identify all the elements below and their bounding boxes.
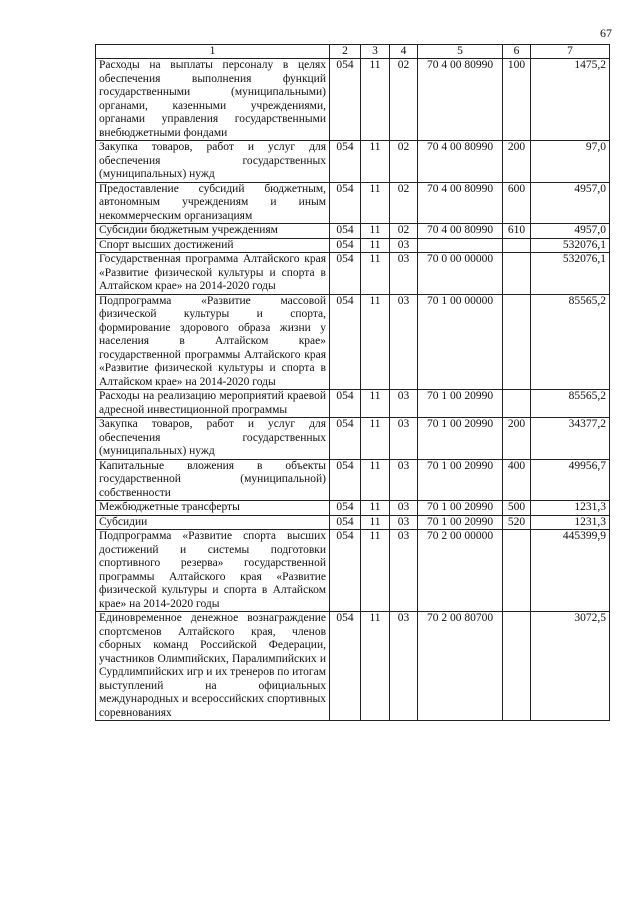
target-article-cell: 70 0 00 00000 (418, 253, 503, 295)
section-code-cell: 11 (361, 238, 390, 253)
item-name-cell: Расходы на выплаты персоналу в целях обеспечения выполнения функций государственными (муниципальными) органами, казенными учреждениями, органами управления государственными внебюджетными фондами (96, 59, 330, 141)
item-name-cell: Субсидии бюджетным учреждениям (96, 224, 330, 239)
expense-type-cell: 200 (503, 418, 531, 460)
table-row (96, 238, 610, 253)
table-row (96, 182, 610, 224)
item-name-cell: Подпрограмма «Развитие спорта высших достижений и системы подготовки спортивного резерва» государственной программы Алтайского края «Развитие физической культуры и спорта в Алтайском крае» на 2014-2020 годы (96, 530, 330, 612)
section-code-cell: 11 (361, 59, 390, 141)
header-cell: 5 (418, 45, 503, 59)
section-code-cell: 11 (361, 459, 390, 501)
expense-type-cell: 400 (503, 459, 531, 501)
table-row (96, 390, 610, 418)
ministry-code-cell: 054 (330, 390, 361, 418)
expense-type-cell (503, 390, 531, 418)
item-name-cell: Закупка товаров, работ и услуг для обеспечения государственных (муниципальных) нужд (96, 141, 330, 183)
subsection-code-cell: 03 (390, 515, 418, 530)
subsection-code-cell: 02 (390, 224, 418, 239)
target-article-cell: 70 1 00 20990 (418, 515, 503, 530)
expense-type-cell: 600 (503, 182, 531, 224)
section-code-cell: 11 (361, 515, 390, 530)
subsection-code-cell: 03 (390, 390, 418, 418)
section-code-cell: 11 (361, 141, 390, 183)
target-article-cell: 70 1 00 00000 (418, 294, 503, 390)
ministry-code-cell: 054 (330, 501, 361, 516)
subsection-code-cell: 03 (390, 294, 418, 390)
amount-cell: 97,0 (531, 141, 610, 183)
expense-type-cell (503, 530, 531, 612)
table-row (96, 253, 610, 295)
subsection-code-cell: 03 (390, 459, 418, 501)
item-name-cell: Капитальные вложения в объекты государственной (муниципальной) собственности (96, 459, 330, 501)
subsection-code-cell: 02 (390, 182, 418, 224)
table-row (96, 294, 610, 390)
ministry-code-cell: 054 (330, 59, 361, 141)
item-name-cell: Закупка товаров, работ и услуг для обеспечения государственных (муниципальных) нужд (96, 418, 330, 460)
amount-cell: 85565,2 (531, 390, 610, 418)
item-name-cell: Субсидии (96, 515, 330, 530)
table-row (96, 530, 610, 612)
item-name-cell: Государственная программа Алтайского края «Развитие физической культуры и спорта в Алтайском крае» на 2014-2020 годы (96, 253, 330, 295)
section-code-cell: 11 (361, 253, 390, 295)
subsection-code-cell: 03 (390, 238, 418, 253)
table-row (96, 459, 610, 501)
expense-type-cell (503, 253, 531, 295)
ministry-code-cell: 054 (330, 459, 361, 501)
table-row (96, 612, 610, 721)
section-code-cell: 11 (361, 418, 390, 460)
section-code-cell: 11 (361, 501, 390, 516)
expense-type-cell (503, 238, 531, 253)
expense-type-cell (503, 612, 531, 721)
subsection-code-cell: 02 (390, 141, 418, 183)
subsection-code-cell: 03 (390, 612, 418, 721)
ministry-code-cell: 054 (330, 418, 361, 460)
table-row (96, 59, 610, 141)
ministry-code-cell: 054 (330, 224, 361, 239)
ministry-code-cell: 054 (330, 612, 361, 721)
header-row (96, 45, 610, 59)
subsection-code-cell: 02 (390, 59, 418, 141)
target-article-cell: 70 4 00 80990 (418, 182, 503, 224)
amount-cell: 1231,3 (531, 501, 610, 516)
amount-cell: 34377,2 (531, 418, 610, 460)
amount-cell: 4957,0 (531, 224, 610, 239)
header-cell: 7 (531, 45, 610, 59)
header-cell: 4 (390, 45, 418, 59)
subsection-code-cell: 03 (390, 418, 418, 460)
section-code-cell: 11 (361, 390, 390, 418)
item-name-cell: Расходы на реализацию мероприятий краевой адресной инвестиционной программы (96, 390, 330, 418)
ministry-code-cell: 054 (330, 141, 361, 183)
budget-table (95, 44, 610, 721)
item-name-cell: Подпрограмма «Развитие массовой физической культуры и спорта, формирование здорового образа жизни у населения в Алтайском крае» государственной программы Алтайского края «Развитие физической культуры и спорта в Алтайском крае» на 2014-2020 годы (96, 294, 330, 390)
target-article-cell: 70 1 00 20990 (418, 501, 503, 516)
target-article-cell (418, 238, 503, 253)
item-name-cell: Спорт высших достижений (96, 238, 330, 253)
section-code-cell: 11 (361, 530, 390, 612)
target-article-cell: 70 4 00 80990 (418, 59, 503, 141)
ministry-code-cell: 054 (330, 238, 361, 253)
amount-cell: 1231,3 (531, 515, 610, 530)
amount-cell: 532076,1 (531, 238, 610, 253)
page-number: 67 (600, 26, 612, 40)
table-row (96, 418, 610, 460)
expense-type-cell: 200 (503, 141, 531, 183)
subsection-code-cell: 03 (390, 253, 418, 295)
amount-cell: 3072,5 (531, 612, 610, 721)
expense-type-cell: 520 (503, 515, 531, 530)
ministry-code-cell: 054 (330, 294, 361, 390)
expense-type-cell: 610 (503, 224, 531, 239)
header-cell: 6 (503, 45, 531, 59)
item-name-cell: Единовременное денежное вознаграждение спортсменов Алтайского края, членов сборных команд Российской Федерации, участников Олимпийских, Паралимпийских и Сурдлимпийских игр и их тренеров по итогам выступлений на официальных международных и всероссийских спортивных соревнованиях (96, 612, 330, 721)
target-article-cell: 70 2 00 80700 (418, 612, 503, 721)
amount-cell: 445399,9 (531, 530, 610, 612)
section-code-cell: 11 (361, 612, 390, 721)
section-code-cell: 11 (361, 294, 390, 390)
header-cell: 3 (361, 45, 390, 59)
header-cell: 1 (96, 45, 330, 59)
section-code-cell: 11 (361, 224, 390, 239)
table-row (96, 515, 610, 530)
target-article-cell: 70 1 00 20990 (418, 418, 503, 460)
header-cell: 2 (330, 45, 361, 59)
table-row (96, 141, 610, 183)
table-row (96, 501, 610, 516)
amount-cell: 49956,7 (531, 459, 610, 501)
table-row (96, 224, 610, 239)
section-code-cell: 11 (361, 182, 390, 224)
amount-cell: 1475,2 (531, 59, 610, 141)
item-name-cell: Предоставление субсидий бюджетным, автономным учреждениям и иным некоммерческим организациям (96, 182, 330, 224)
subsection-code-cell: 03 (390, 501, 418, 516)
target-article-cell: 70 1 00 20990 (418, 459, 503, 501)
expense-type-cell: 500 (503, 501, 531, 516)
ministry-code-cell: 054 (330, 530, 361, 612)
expense-type-cell: 100 (503, 59, 531, 141)
target-article-cell: 70 2 00 00000 (418, 530, 503, 612)
target-article-cell: 70 4 00 80990 (418, 141, 503, 183)
expense-type-cell (503, 294, 531, 390)
item-name-cell: Межбюджетные трансферты (96, 501, 330, 516)
ministry-code-cell: 054 (330, 182, 361, 224)
ministry-code-cell: 054 (330, 515, 361, 530)
target-article-cell: 70 1 00 20990 (418, 390, 503, 418)
amount-cell: 532076,1 (531, 253, 610, 295)
amount-cell: 85565,2 (531, 294, 610, 390)
amount-cell: 4957,0 (531, 182, 610, 224)
target-article-cell: 70 4 00 80990 (418, 224, 503, 239)
ministry-code-cell: 054 (330, 253, 361, 295)
subsection-code-cell: 03 (390, 530, 418, 612)
